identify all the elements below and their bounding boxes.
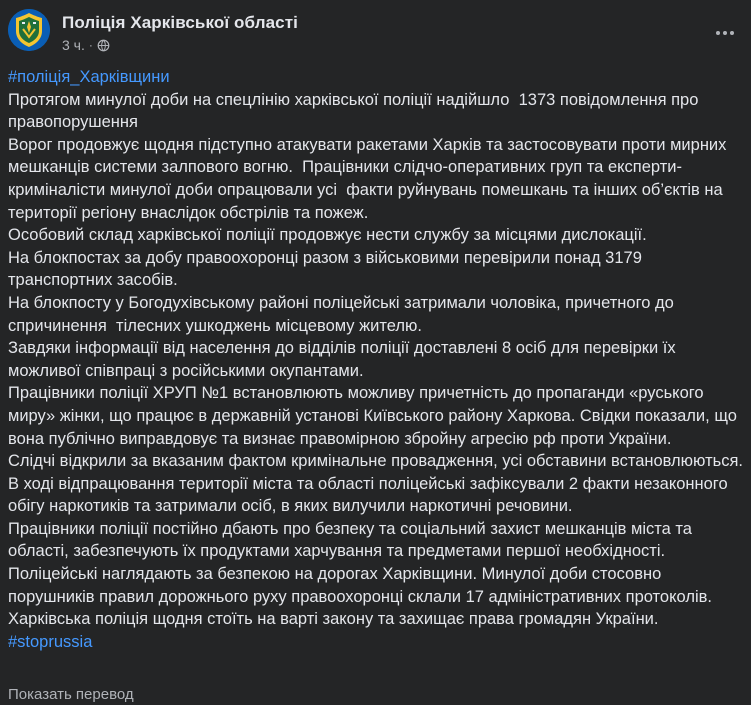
post-header — [8, 9, 743, 59]
globe-icon[interactable] — [97, 39, 110, 52]
post-paragraph: Завдяки інформації від населення до відділів поліції доставлені 8 осіб для перевірки їх можливої співпраці з російськими окупантами. — [8, 339, 681, 380]
more-options-button[interactable] — [711, 23, 739, 43]
page-avatar[interactable] — [8, 9, 50, 51]
post-paragraph: На блокпостах за добу правоохоронці разом з військовими перевірили понад 3179 транспортних засобів. — [8, 248, 647, 290]
post-paragraph: Слідчі відкрили за вказаним фактом кримінальне провадження, усі обставини встановлюються. — [8, 452, 743, 471]
post-paragraph: На блокпосту у Богодухівському районі поліцейські затримали чоловіка, причетного до спричинення тілесних ушкоджень місцевому жителю. — [8, 293, 679, 335]
post-paragraph: Особовий склад харківської поліції продовжує нести службу за місцями дислокації. — [8, 226, 647, 245]
post-time[interactable]: 3 ч. — [62, 37, 85, 53]
post-paragraph: Працівники поліції постійно дбають про безпеку та соціальний захист мешканців міста та області, забезпечують їх продуктами харчування та предметами першої необхідності. — [8, 519, 697, 561]
page-name[interactable]: Поліція Харківської області — [62, 13, 298, 32]
post-paragraph: Харківська поліція щодня стоїть на варті закону та захищає права громадян України. — [8, 610, 659, 629]
more-horizontal-icon-dot — [723, 31, 727, 35]
post-meta — [62, 37, 110, 53]
show-translation-link[interactable]: Показать перевод — [8, 686, 134, 703]
post-body — [8, 66, 748, 653]
hashtag-link-stoprussia[interactable]: #stoprussia — [8, 632, 93, 651]
more-horizontal-icon — [716, 31, 720, 35]
post-paragraph: Ворог продовжує щодня підступно атакувати ракетами Харків та застосовувати проти мирних мешканців системи залпового вогню. Працівники слідчо-оперативних груп та експерти-криміналісти минулої доби опрацювали усі факти руйнувань помешкань та інших об’єктів на території регіону внаслідок обстрілів та пожеж. — [8, 135, 731, 222]
hashtag-link-police[interactable]: #поліція_Харківщини — [8, 68, 170, 86]
police-emblem-icon — [8, 9, 50, 51]
post-paragraph: Протягом минулої доби на спецлінію харківської поліції надійшло 1373 повідомлення про правопорушення — [8, 90, 703, 132]
post-paragraph: В ході відпрацювання території міста та області поліцейські зафіксували 2 факти незаконного обігу наркотиків та затримали осіб, в яких вилучили наркотичні речовини. — [8, 474, 733, 516]
more-horizontal-icon-dot — [730, 31, 734, 35]
post-paragraph: Працівники поліції ХРУП №1 встановлюють можливу причетність до пропаганди «руського миру» жінки, що працює в державній установі Київського району Харкова. Свідки показали, що вона публічно виправдовує та визнає правомірною збройну агресію рф проти України. — [8, 384, 742, 448]
meta-separator: · — [88, 38, 93, 52]
post-paragraph: Поліцейські наглядають за безпекою на дорогах Харківщини. Минулої доби стосовно порушників правил дорожнього руху правоохоронці склали 17 адміністративних протоколів. — [8, 565, 712, 606]
